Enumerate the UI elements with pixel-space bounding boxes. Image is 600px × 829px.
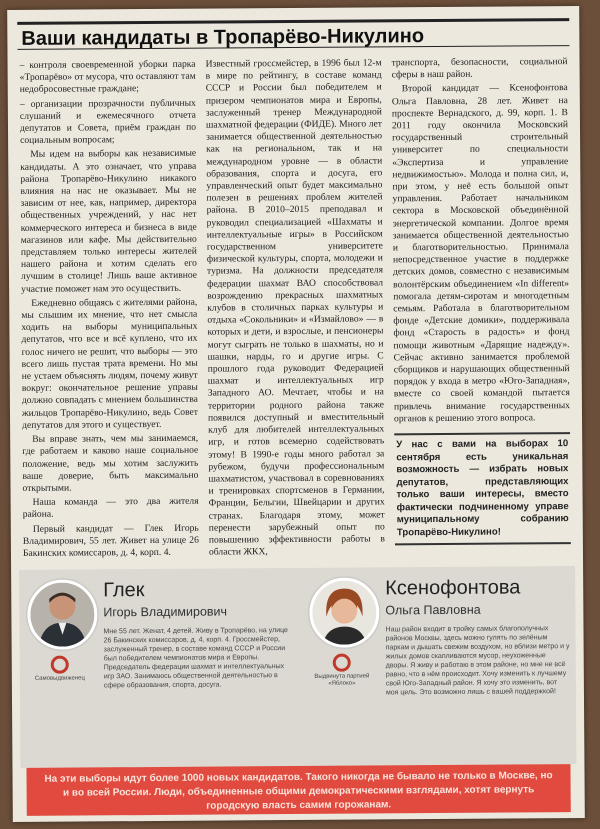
column-3 xyxy=(392,56,572,562)
paragraph: Первый кандидат — Глек Игорь Владимирович, 55 лет. Живет на улице 26 Бакинских комиссаров, д. 4, корп. 4. xyxy=(22,522,199,559)
paragraph: транспорта, безопасности, социальной сферы в наш район. xyxy=(391,56,568,81)
candidate-bio: Мне 55 лет. Женат, 4 детей. Живу в Тропарёво, на улице 26 Бакинских комиссаров, д. 4, корп. 4. Гроссмейстер, заслуженный тренер, в составе команд СССР и России был победителем чемпионатов мира и Европы. Председатель федерации шахмат и интеллектуальных игр ЗАО. Занимаюсь общественной деятельностью в сфере образования, спорта, досуга. xyxy=(103,627,288,690)
candidate-given-names: Ольга Павловна xyxy=(385,602,481,618)
paragraph: Вы вправе знать, чем мы занимаемся, где работаем и каково наше социальное положение, ведь мы хотим заслужить ваше доверие, быть максимально открытыми. xyxy=(22,432,199,494)
man-portrait-icon xyxy=(30,582,94,646)
article-columns xyxy=(20,56,572,565)
party-label: Выдвинута партией «Яблоко» xyxy=(314,673,370,687)
paragraph: Мы идем на выборы как независимые кандидаты. А это означает, что управа района Тропарёво-Никулино никакого влияния на нас не оказывает. Мы не зависим от нее, как, например, директора общественных учреждений, у нас нет коммерческого интереса и бизнеса в виде магазинов или кафе. Мы действительно представляем только интересы жителей нашего района и хотим сделать его лучшим в столице! Лишь ваше активное участие поможет нам это осуществить. xyxy=(20,148,198,295)
party-logo xyxy=(312,653,372,693)
party-label: Самовыдвиженец xyxy=(34,675,85,682)
column-1 xyxy=(20,59,200,565)
candidate-photo xyxy=(309,577,379,647)
page-title: Ваши кандидаты в Тропарёво-Никулино xyxy=(17,18,569,50)
party-logo xyxy=(30,655,90,695)
paragraph: Известный гроссмейстер, в 1996 был 12-м в мире по рейтингу, в составе команд СССР и России был победителем и призером чемпионатов мира и Европы, заслуженный тренер Международной шахматной федерации (ФИДЕ). Много лет занимается общественной деятельностью как на региональном, так и на международном уровне — в области образования, спорта и досуга, его управленческий опыт будет максимально полезен в решениях проблем жителей района. В 2010–2015 преподавал и руководил специализацией «Шахматы и интеллектуальные игры» в Российском государственном университете физической культуры, спорта, молодежи и туризма. На должности председателя федерации шахмат ВАО способствовал возрождению прекрасных шахматных клубов в столичных парках культуры и отдыха «Сокольники» и «Измайлово» — в которых и дети, и взрослые, и пенсионеры могут сыграть не только в шахматы, но и шашки, нарды, го и другие игры. С прошлого года руководит Федерацией шахмат и интеллектуальных игр Западного АО. Мечтает, чтобы и на территории родного района также появился доступный и вместительный клуб для любителей интеллектуальных игр, и готов всемерно содействовать этому! В 1990-е годы много работал за рубежом, будучи профессиональным шахматистом, участвовал в соревнованиях и тренировках спортсменов в Германии, Франции, Бельгии, Швейцарии и других странах. Благодаря этому, может перенести зарубежный опыт по повышению эффективности работы в области ЖКХ, xyxy=(205,57,385,558)
newspaper-page xyxy=(7,6,585,822)
paragraph: Второй кандидат — Ксенофонтова Ольга Павловна, 28 лет. Живет на проспекте Вернадского, д. 99, корп. 1. В 2011 году окончила Московский государственный строительный университет по специальности «Экспертиза и управление недвижимостью». Молода и полна сил, и, при этом, у неё есть большой опыт управления. Работает начальником сектора в Московской объединённой энергетической компании. Долгое время занимается общественной деятельностью и благотворительностью. Принимала непосредственное участие в поддержке детских домов, совместно с независимым волонтёрским объединением «In different» помогала детям-сиротам и многодетным семьям. Работала в благотворительном фонде «Детские домики», поддерживала фонд «Старость в радость» и фонд помощи животным «Дарящие надежду». Сейчас активно занимается проблемой сборщиков и нарушающих общественный порядок у входа в метро «Юго-Западная», вместе со своей командой пытается привлечь внимание государственных органов к решению этого вопроса. xyxy=(391,82,570,425)
election-callout: У нас с вами на выборах 10 сентября есть уникальная возможность — избрать новых депутатов, представляющих только ваши интересы, вместо фактически подчиненному управе муниципальному собранию Тропарёво-Никулино! xyxy=(394,432,571,545)
paragraph: – организации прозрачности публичных слушаний и ежемесячного отчета депутатов и Совета, приём граждан по социальным вопросам; xyxy=(19,97,197,147)
bottom-banner: На эти выборы идут более 1000 новых кандидатов. Такого никогда не бывало не только в Москве, но и во всей России. Люди, объединенные общими демократическими взглядами, хотят вернуть городскую власть самим горожанам. xyxy=(26,764,570,816)
paragraph: Ежедневно общаясь с жителями района, мы слышим их мнение, что нет смысла ходить на выборы муниципальных депутатов, что все и всё куплено, что их голос ничего не решит, что выборы — это всего лишь пустая трата времени. Но мы не устаем объяснять людям, почему живут вокруг: окончательное решение управы должно совпадать с мнением большинства жильцов Тропарёво-Никулино, ведь Совет депутатов для этого и существует. xyxy=(21,296,199,431)
woman-portrait-icon xyxy=(312,580,376,644)
candidate-given-names: Игорь Владимирович xyxy=(103,604,228,620)
paragraph: – контроля своевременной уборки парка «Тропарёво» от мусора, что оставляют там недобросовестные граждане; xyxy=(19,58,196,96)
candidate-card-glek xyxy=(19,568,296,768)
column-2 xyxy=(206,57,386,563)
candidate-bio: Наш район входит в тройку самых благополучных районов Москвы, здесь можно гулять по зелёным паркам и дышать свежим воздухом, но вблизи метро и у жилых домов скапливаются мусор, неухоженные дворы. Я живу и работаю в этом районе, но мне не всё равно, что в нём происходит. Хочу изменить к лучшему свой Юго-Западный район. Я хочу это изменить, вот моя цель. Это возможно лишь с вашей поддержкой! xyxy=(385,625,570,697)
candidate-surname: Глек xyxy=(103,579,145,602)
candidates-section xyxy=(19,566,576,768)
party-symbol-icon xyxy=(51,656,69,674)
candidate-surname: Ксенофонтова xyxy=(385,576,521,600)
candidate-photo xyxy=(27,579,97,649)
candidate-card-ksenofontova xyxy=(301,566,576,766)
paragraph: Наша команда — это два жителя района. xyxy=(22,495,199,521)
yabloko-icon xyxy=(333,654,351,672)
